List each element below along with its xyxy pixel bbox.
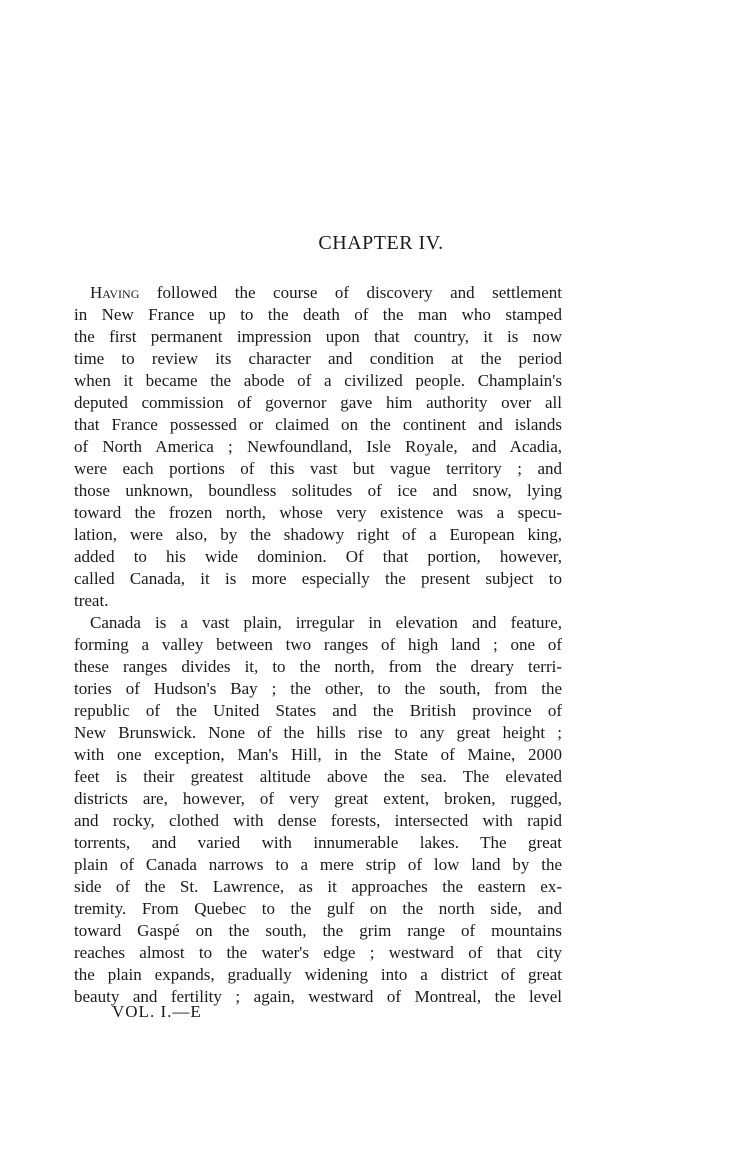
signature-text: VOL. I.—E: [112, 1002, 202, 1021]
paragraph-2-line: the plain expands, gradually widening into a district of great: [74, 965, 562, 984]
first-line-rest: followed the course of discovery and settlement: [139, 283, 562, 302]
paragraph-2-line: these ranges divides it, to the north, from the dreary terri-: [74, 657, 562, 676]
paragraph-1-line: lation, were also, by the shadowy right of a European king,: [74, 525, 562, 544]
paragraph-2-line: beauty and fertility ; again, westward of Montreal, the level: [74, 987, 562, 1006]
paragraph-2-line: plain of Canada narrows to a mere strip of low land by the: [74, 855, 562, 874]
paragraph-1-line: those unknown, boundless solitudes of ice and snow, lying: [74, 481, 562, 500]
paragraph-2-line: Canada is a vast plain, irregular in elevation and feature,: [90, 613, 562, 632]
paragraph-1-line: in New France up to the death of the man who stamped: [74, 305, 562, 324]
paragraph-1-line: deputed commission of governor gave him authority over all: [74, 393, 562, 412]
paragraph-1-line: when it became the abode of a civilized people. Champlain's: [74, 371, 562, 390]
paragraph-1-line: called Canada, it is more especially the present subject to: [74, 569, 562, 588]
paragraph-1-line: toward the frozen north, whose very existence was a specu-: [74, 503, 562, 522]
paragraph-2-line: reaches almost to the water's edge ; westward of that city: [74, 943, 562, 962]
paragraph-1-line: that France possessed or claimed on the continent and islands: [74, 415, 562, 434]
paragraph-1-line: the first permanent impression upon that country, it is now: [74, 327, 562, 346]
body-text: [74, 282, 562, 1008]
paragraph-1-line: time to review its character and condition at the period: [74, 349, 562, 368]
paragraph-2-line: side of the St. Lawrence, as it approaches the eastern ex-: [74, 877, 562, 896]
paragraph-1-line: treat.: [74, 591, 109, 610]
paragraph-2-line: tories of Hudson's Bay ; the other, to the south, from the: [74, 679, 562, 698]
chapter-title: CHAPTER IV.: [318, 232, 444, 254]
paragraph-2-line: torrents, and varied with innumerable lakes. The great: [74, 833, 562, 852]
paragraph-2-line: toward Gaspé on the south, the grim range of mountains: [74, 921, 562, 940]
paragraph-2-line: tremity. From Quebec to the gulf on the north side, and: [74, 899, 562, 918]
paragraph-1-line: added to his wide dominion. Of that portion, however,: [74, 547, 562, 566]
paragraph-2-line: forming a valley between two ranges of high land ; one of: [74, 635, 562, 654]
paragraph-2-line: New Brunswick. None of the hills rise to any great height ;: [74, 723, 562, 742]
dropword: Having: [90, 283, 140, 302]
paragraph-1-line: were each portions of this vast but vague territory ; and: [74, 459, 562, 478]
paragraph-1-line: of North America ; Newfoundland, Isle Royale, and Acadia,: [74, 437, 562, 456]
volume-signature: [112, 1002, 202, 1022]
paragraph-2-line: and rocky, clothed with dense forests, intersected with rapid: [74, 811, 562, 830]
paragraph-2-line: districts are, however, of very great extent, broken, rugged,: [74, 789, 562, 808]
paragraph-2-line: republic of the United States and the British province of: [74, 701, 562, 720]
paragraph-1-line: [74, 282, 562, 304]
paragraph-2-line: with one exception, Man's Hill, in the State of Maine, 2000: [74, 745, 562, 764]
paragraph-2-line: feet is their greatest altitude above the sea. The elevated: [74, 767, 562, 786]
